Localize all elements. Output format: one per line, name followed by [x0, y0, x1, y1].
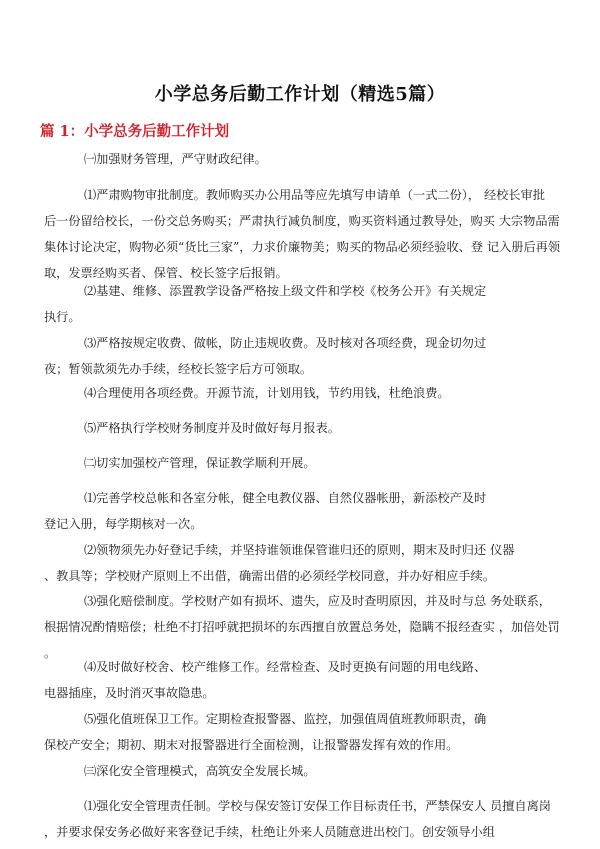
paragraph-line: 后一份留给校长，一份交总务购买；严肃执行减负制度，购买资料通过教导处，购买 大宗物品需	[44, 214, 560, 228]
paragraph-funds-usage	[44, 380, 564, 406]
paragraph-construction	[44, 278, 564, 330]
paragraph-line: ⑴严肃购物审批制度。教师购买办公用品等应先填写申请单（一式二份）， 经校长审批	[84, 188, 545, 202]
paragraph-line: 取，发票经购买者、保管、校长签字后报销。	[44, 266, 288, 280]
paragraph-line: ⑵领物须先办好登记手续，并坚持谁领谁保管谁归还的原则，期末及时归还 仪器	[84, 543, 515, 557]
paragraph-safety-heading	[44, 758, 564, 784]
paragraph-monthly-report	[44, 415, 564, 441]
paragraph-line: 集体讨论决定，购物必须“货比三家”，力求价廉物美；购买的物品必须经验收、登 记入册后再领	[44, 240, 561, 254]
paragraph-maintenance	[44, 654, 564, 706]
paragraph-line: 电器插座，及时消灭事故隐患。	[44, 686, 215, 700]
paragraph-line: ⑷合理使用各项经费。开源节流，计划用钱，节约用钱，杜绝浪费。	[84, 386, 450, 400]
paragraph-ledger	[44, 485, 564, 537]
paragraph-borrowing	[44, 537, 564, 589]
paragraph-line: 根据情况酌情赔偿；杜绝不打招呼就把损坏的东西擅自放置总务处，隐瞒不报经查实 ，加倍处罚	[44, 620, 560, 634]
paragraph-line: ⑶强化赔偿制度。学校财产如有损坏、遗失，应及时查明原因，并及时与总 务处联系，	[84, 594, 551, 608]
paragraph-line: 保校产安全；期初、期末对报警器进行全面检测，让报警器发挥有效的作用。	[44, 738, 459, 752]
paragraph-line: 。	[44, 646, 57, 660]
paragraph-line: ，并要求保安务必做好来客登记手续，杜绝让外来人员随意进出校门。创安领导小组	[44, 825, 495, 839]
paragraph-line: ⑴完善学校总帐和各室分帐，健全电教仪器、自然仪器帐册，新添校产及时	[84, 491, 487, 505]
paragraph-line: ⑶严格按规定收费、做帐，防止违规收费。及时核对各项经费，现金切勿过	[84, 336, 487, 350]
paragraph-purchase-approval	[44, 182, 564, 286]
paragraph-line: ⑵基建、维修、添置教学设备严格按上级文件和学校《校务公开》有关规定	[84, 284, 487, 298]
paragraph-line: ⑷及时做好校舍、校产维修工作。经常检查、及时更换有问题的用电线路、	[84, 660, 487, 674]
paragraph-assets-heading	[44, 450, 564, 476]
paragraph-finance-heading	[44, 146, 564, 172]
paragraph-line: ㈢深化安全管理模式，高筑安全发展长城。	[84, 764, 316, 778]
document-title: 小学总务后勤工作计划（精选5篇）	[154, 84, 446, 105]
paragraph-line: ㈠加强财务管理，严守财政纪律。	[84, 152, 267, 166]
paragraph-safety-responsibility	[44, 793, 564, 845]
section-heading: 篇 1：小学总务后勤工作计划	[40, 123, 230, 140]
paragraph-fees	[44, 330, 564, 382]
paragraph-line: ㈡切实加强校产管理，保证教学顺利开展。	[84, 456, 316, 470]
paragraph-line: ⑸严格执行学校财务制度并及时做好每月报表。	[84, 421, 340, 435]
paragraph-line: 执行。	[44, 310, 81, 324]
paragraph-line: ⑸强化值班保卫工作。定期检查报警器、监控，加强值周值班教师职责，确	[84, 712, 487, 726]
paragraph-security-duty	[44, 706, 564, 758]
paragraph-line: 夜；暂领款须先办手续，经校长签字后方可领取。	[44, 362, 313, 376]
paragraph-line: 登记入册，每学期核对一次。	[44, 517, 203, 531]
paragraph-line: 、教具等；学校财产原则上不出借，确需出借的必须经学校同意，并办好相应手续。	[44, 569, 495, 583]
paragraph-line: ⑴强化安全管理责任制。学校与保安签订安保工作目标责任书，严禁保安人 员擅自离岗	[84, 799, 551, 813]
